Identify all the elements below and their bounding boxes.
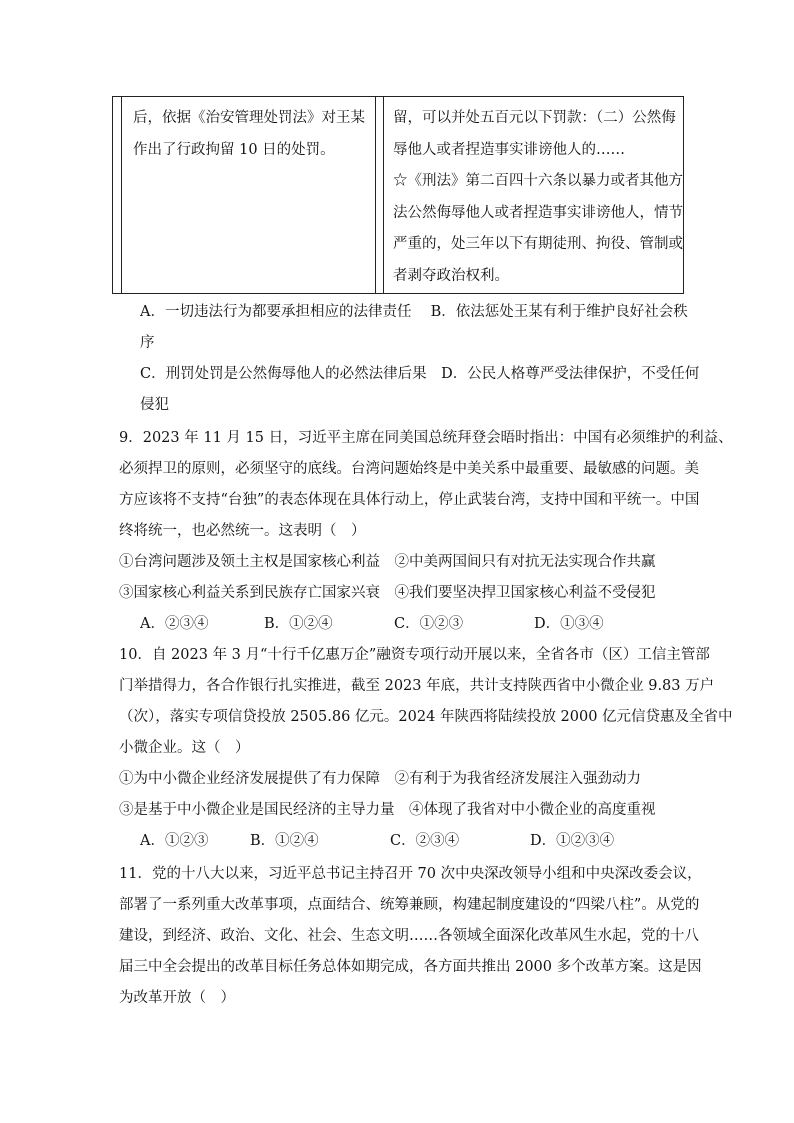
- table-text-line: 严重的，处三年以下有期徒刑、拘役、管制或: [393, 236, 683, 252]
- q8-option-d-cont: 侵犯: [140, 397, 169, 413]
- q10-stem-line: 门举措得力，各合作银行扎实推进，截至 2023 年底，共计支持陕西省中小微企业 9.83 万户: [119, 678, 715, 694]
- q8-option-ab: A．一切违法行为都要承担相应的法律责任 B．依法惩处王某有利于维护良好社会秩: [140, 304, 688, 320]
- table-divider: [383, 97, 384, 293]
- table-right-cell: [393, 103, 683, 292]
- law-table: [112, 96, 684, 294]
- option-a[interactable]: A．①②③: [140, 833, 209, 849]
- table-text-line: 作出了行政拘留 10 日的处罚。: [133, 141, 335, 158]
- table-text-line: 法公然侮辱他人或者捏造事实诽谤他人，情节: [393, 204, 683, 221]
- q9-stem-line: 必须捍卫的原则，必须坚守的底线。台湾问题始终是中美关系中最重要、最敏感的问题。美: [119, 461, 699, 477]
- option-b[interactable]: B．①②④: [250, 833, 319, 849]
- option-c[interactable]: C．①②③: [394, 616, 464, 632]
- table-divider: [121, 97, 122, 293]
- q11-stem-line: 届三中全会提出的改革目标任务总体如期完成，各方面共推出 2000 多个改革方案。这是因: [119, 959, 702, 975]
- q10-stem-line: （次），落实专项信贷投放 2505.86 亿元。2024 年陕西将陆续投放 2000 亿元信贷惠及全省中: [119, 709, 733, 725]
- q11-stem-line: 部署了一系列重大改革事项，点面结合、统筹兼顾，构建起制度建设的“四梁八柱”。从党的: [119, 897, 700, 913]
- table-text-line: 者剥夺政治权利。: [393, 267, 509, 284]
- q9-stem-line: 方应该将不支持“台独”的表态体现在具体行动上，停止武装台湾，支持中国和平统一。中国: [119, 492, 700, 508]
- table-text-line: 后，依据《治安管理处罚法》对王某: [133, 110, 365, 126]
- table-divider: [375, 97, 376, 293]
- q10-statement: ③是基于中小微企业是国民经济的主导力量 ④体现了我省对中小微企业的高度重视: [119, 802, 656, 818]
- q8-option-cd: C．刑罚处罚是公然侮辱他人的必然法律后果 D．公民人格尊严受法律保护，不受任何: [140, 366, 700, 382]
- table-text-line: ☆《刑法》第二百四十六条以暴力或者其他方: [393, 173, 683, 189]
- q10-stem-line: 小微企业。这（ ）: [119, 740, 250, 756]
- q9-stem-line: 9．2023 年 11 月 15 日，习近平主席在同美国总统拜登会晤时指出：中国有必须维护的利益、: [119, 430, 733, 446]
- q10-stem-line: 10．自 2023 年 3 月“十行千亿惠万企”融资专项行动开展以来，全省各市（区）工信主管部: [119, 647, 710, 663]
- q9-statement: ①台湾问题涉及领土主权是国家核心利益 ②中美两国间只有对抗无法实现合作共赢: [119, 554, 656, 570]
- option-d[interactable]: D．①②③④: [530, 833, 615, 849]
- q9-options: [140, 614, 604, 634]
- q9-statement: ③国家核心利益关系到民族存亡国家兴衰 ④我们要坚决捍卫国家核心利益不受侵犯: [119, 585, 656, 601]
- q10-options: [140, 831, 614, 851]
- option-b[interactable]: B．①②④: [264, 616, 333, 632]
- q11-stem-line: 为改革开放（ ）: [119, 990, 235, 1006]
- q10-statement: ①为中小微企业经济发展提供了有力保障 ②有利于为我省经济发展注入强劲动力: [119, 771, 641, 787]
- q8-option-b-cont: 序: [140, 335, 155, 351]
- option-d[interactable]: D．①③④: [534, 616, 604, 632]
- q9-stem-line: 终将统一，也必然统一。这表明（ ）: [119, 523, 366, 539]
- table-text-line: 留，可以并处五百元以下罚款：（二）公然侮: [393, 110, 676, 126]
- option-c[interactable]: C．②③④: [390, 833, 460, 849]
- table-left-cell: [133, 103, 373, 166]
- q11-stem-line: 建设，到经济、政治、文化、社会、生态文明……各领域全面深化改革风生水起，党的十八: [119, 928, 699, 944]
- q11-stem-line: 11．党的十八大以来，习近平总书记主持召开 70 次中央深改领导小组和中央深改委会议，: [119, 866, 702, 882]
- option-a[interactable]: A．②③④: [140, 616, 209, 632]
- table-text-line: 辱他人或者捏造事实诽谤他人的……: [393, 141, 625, 158]
